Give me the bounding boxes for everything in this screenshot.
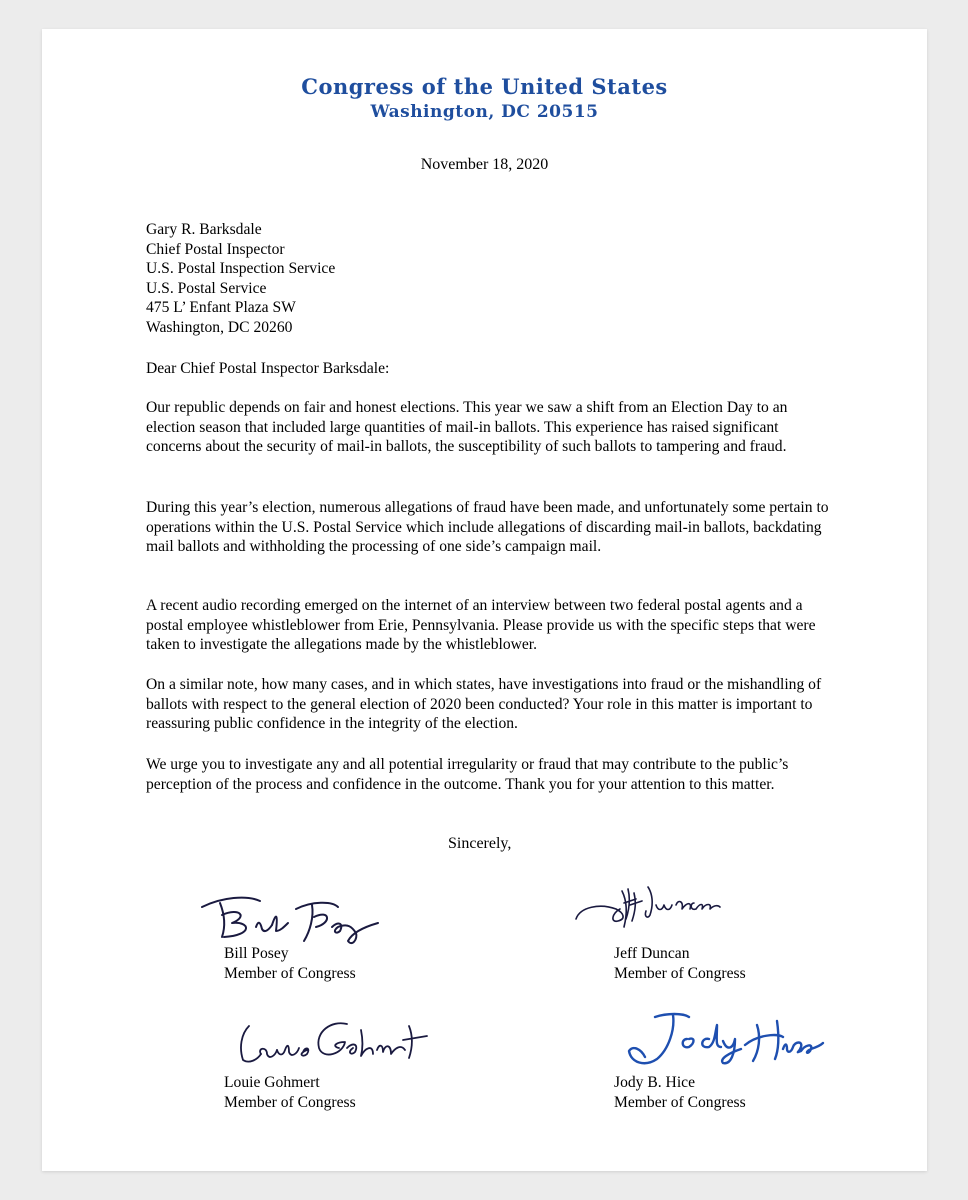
signature-bill-posey [192, 891, 407, 949]
signature-jeff-duncan [570, 879, 740, 939]
body-paragraph: On a similar note, how many cases, and in which states, have investigations into fraud or the mishandling of ballots with respect to the general election of 2020 been conducted? Your role in this matter is important to reassuring public confidence in the integrity of the election. [146, 676, 822, 733]
signatory-block [614, 944, 746, 983]
body-paragraph: We urge you to investigate any and all potential irregularity or fraud that may contribute to the public’s perception of the process and confidence in the outcome. Thank you for your attention to this matter. [146, 756, 789, 793]
address-line: Chief Postal Inspector [146, 240, 285, 258]
salutation: Dear Chief Postal Inspector Barksdale: [146, 360, 390, 377]
body-paragraph: During this year’s election, numerous allegations of fraud have been made, and unfortunately some pertain to operations within the U.S. Postal Service which include allegations of discarding mail-in ballots, backdating mail ballots and withholding the processing of one side’s campaign mail. [146, 499, 829, 556]
signatory-block [224, 1073, 356, 1112]
address-line: Gary R. Barksdale [146, 221, 262, 238]
signatory-name: Bill Posey [224, 945, 289, 962]
body-paragraph: A recent audio recording emerged on the internet of an interview between two federal postal agents and a postal employee whistleblower from Erie, Pennsylvania. Please provide us with the specific steps that were taken to investigate the allegations made by the whistleblower. [146, 597, 816, 654]
letterhead-title: Congress of the United States [301, 74, 668, 99]
signatory-title: Member of Congress [614, 964, 746, 982]
signatory-title: Member of Congress [224, 964, 356, 982]
address-line: U.S. Postal Service [146, 279, 267, 297]
letter-date: November 18, 2020 [420, 156, 549, 173]
signatory-name: Louie Gohmert [224, 1074, 320, 1091]
address-line: Washington, DC 20260 [146, 318, 293, 336]
signatory-block [224, 944, 356, 983]
closing: Sincerely, [448, 835, 512, 852]
body-paragraph: Our republic depends on fair and honest elections. This year we saw a shift from an Election Day to an election season that included large quantities of mail-in ballots. This experience has raised significant concerns about the security of mail-in ballots, the susceptibility of such ballots to tampering and fraud. [146, 399, 788, 456]
signatory-name: Jody B. Hice [614, 1074, 695, 1091]
recipient-address [146, 220, 836, 338]
letter-page [42, 29, 927, 1171]
letterhead-city: Washington, DC 20515 [370, 102, 599, 122]
address-line: 475 L’ Enfant Plaza SW [146, 299, 296, 317]
signatory-title: Member of Congress [224, 1093, 356, 1111]
signature-jody-hice [617, 1009, 832, 1074]
signatory-name: Jeff Duncan [614, 945, 690, 962]
signatory-block [614, 1073, 746, 1112]
signature-louie-gohmert [227, 1014, 442, 1074]
address-line: U.S. Postal Inspection Service [146, 260, 336, 278]
signatory-title: Member of Congress [614, 1093, 746, 1111]
